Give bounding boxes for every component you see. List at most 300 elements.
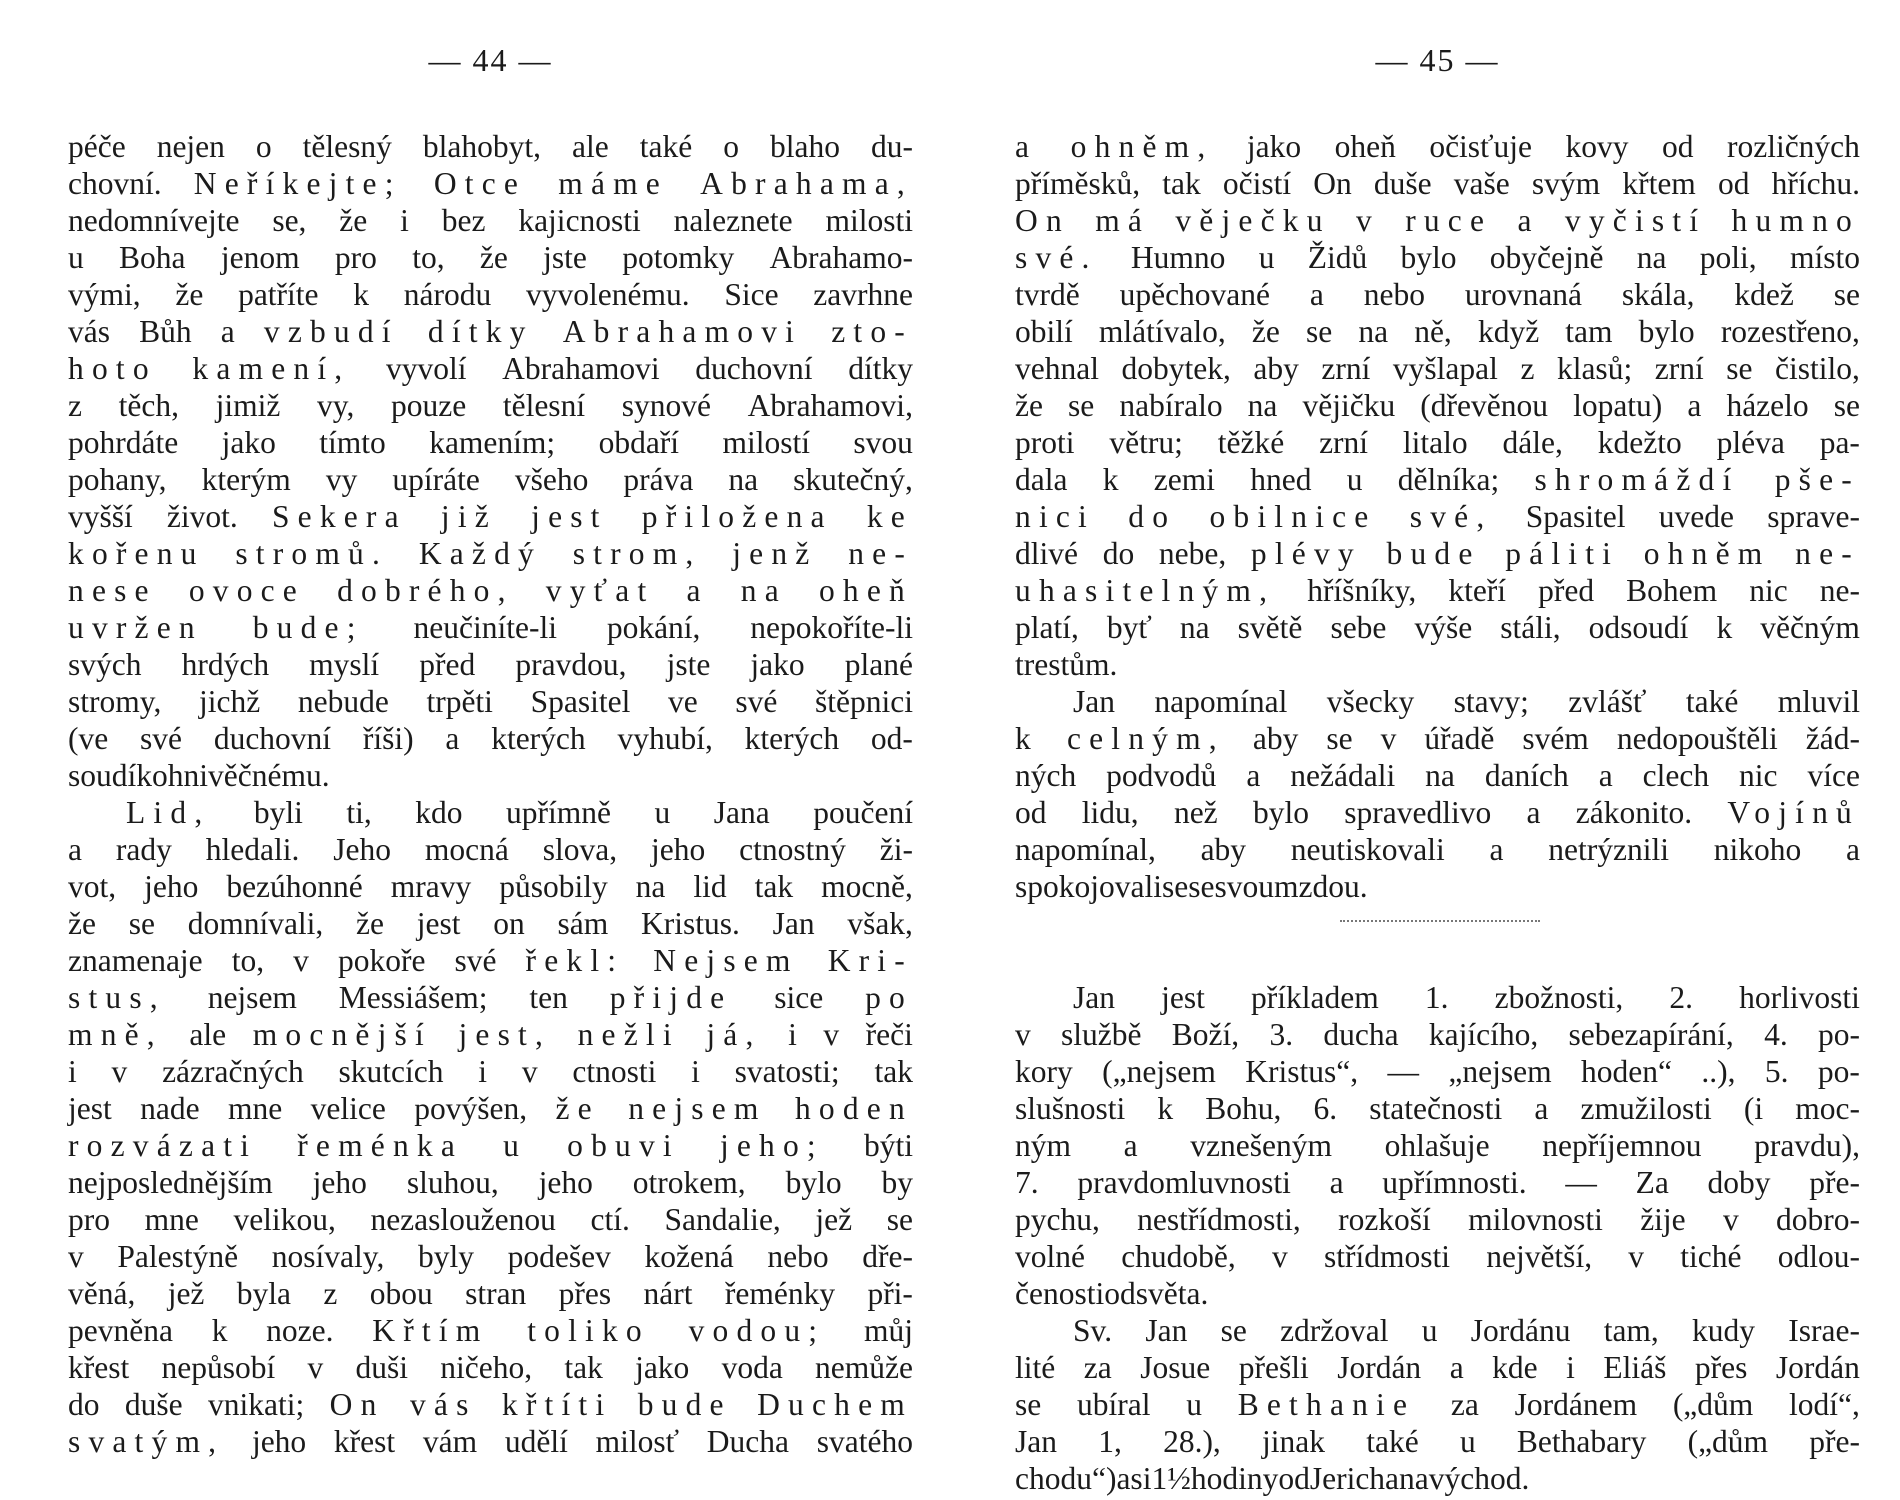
word: nepokoříte-li: [750, 610, 913, 645]
word: k: [1015, 721, 1039, 756]
word: za: [1450, 1387, 1479, 1422]
word: v: [1380, 721, 1397, 756]
word: lité: [1015, 1350, 1056, 1385]
word: pohany,: [68, 462, 167, 497]
word: na: [1247, 388, 1278, 423]
word: 1.: [1424, 980, 1449, 1015]
word: lid: [693, 869, 727, 904]
word: když: [1477, 314, 1540, 349]
word: na: [1425, 758, 1455, 793]
word: Israe-: [1788, 1313, 1860, 1348]
word: Neříkejte;: [193, 166, 402, 201]
word: že: [68, 906, 96, 941]
word: v: [1355, 203, 1380, 238]
word: nejposlednějším: [68, 1165, 273, 1200]
text-line: [68, 1164, 913, 1201]
word: vyvolí: [386, 351, 467, 386]
word: na: [1179, 610, 1210, 645]
word: očisťuje: [1429, 129, 1533, 164]
word: ně,: [1414, 314, 1452, 349]
text-line: [1015, 128, 1860, 165]
word: nežádali: [1290, 758, 1396, 793]
word: ohni: [152, 758, 209, 793]
word: z: [68, 388, 82, 423]
word: Jana: [713, 795, 770, 830]
text-line: [1015, 1238, 1860, 1275]
word: nejsem: [628, 1091, 767, 1126]
word: od-: [870, 721, 913, 756]
word: zmužilosti: [1580, 1091, 1712, 1126]
word: dítky: [427, 314, 534, 349]
word: milostí: [722, 425, 810, 460]
word: Boží,: [1171, 1017, 1240, 1052]
word: řeči: [865, 1017, 913, 1052]
text-line: [1015, 1127, 1860, 1164]
word: pouze: [390, 388, 467, 423]
word: stran: [465, 1276, 527, 1311]
text-line: [68, 831, 913, 868]
word: urovnaná: [1464, 277, 1583, 312]
word: tiché: [1680, 1239, 1742, 1274]
word: v: [1272, 1239, 1288, 1274]
word: v: [1015, 1017, 1031, 1052]
word: tam,: [1603, 1313, 1659, 1348]
word: přešli: [1238, 1350, 1309, 1385]
text-line: [68, 905, 913, 942]
word: on: [493, 906, 525, 941]
word: větru;: [1109, 425, 1183, 460]
word: svatým,: [68, 1424, 225, 1459]
word: do: [68, 1387, 100, 1422]
word: hned: [1250, 462, 1312, 497]
word: vás: [409, 1387, 477, 1422]
word: a: [1246, 758, 1261, 793]
word: řeménka: [297, 1128, 463, 1163]
word: kovy: [1565, 129, 1629, 164]
word: hoden: [794, 1091, 913, 1126]
word: du-: [870, 129, 913, 164]
word: Spasitel: [1525, 499, 1626, 534]
word: kajicnosti: [518, 203, 641, 238]
word: jako: [1246, 129, 1302, 164]
word: máme: [558, 166, 668, 201]
word: mocně,: [821, 869, 913, 904]
word: kdež: [1734, 277, 1794, 312]
word: nedomnívejte: [68, 203, 240, 238]
word: 2.: [1669, 980, 1694, 1015]
word: vějičku: [1302, 388, 1396, 423]
word: bylo: [1638, 314, 1695, 349]
word: a: [1329, 1165, 1344, 1200]
word: duchovní: [695, 351, 813, 386]
word: že: [1251, 314, 1280, 349]
word: milovnosti: [1468, 1202, 1603, 1237]
word: spravedlivo: [1344, 795, 1492, 830]
word: jeho: [538, 1165, 593, 1200]
text-line: [68, 1312, 913, 1349]
word: a: [445, 721, 460, 756]
word: jest: [531, 499, 608, 534]
word: nabíralo: [1119, 388, 1223, 423]
word: bezúhonné: [226, 869, 363, 904]
word: celným,: [1066, 721, 1225, 756]
word: zvlášť: [1568, 684, 1647, 719]
word: povýšen,: [414, 1091, 528, 1126]
word: ným: [1015, 1128, 1072, 1163]
word: jest: [1161, 980, 1205, 1015]
word: lodí“,: [1789, 1387, 1860, 1422]
word: aby: [1252, 721, 1299, 756]
word: platí,: [1015, 610, 1079, 645]
word: žije: [1640, 1202, 1686, 1237]
word: o: [255, 129, 272, 164]
word: Jordánem: [1514, 1387, 1638, 1422]
word: dlivé: [1015, 536, 1078, 571]
word: očistí: [1222, 166, 1292, 201]
word: vám: [422, 1424, 478, 1459]
word: pokoře: [337, 943, 426, 978]
page-text: [1015, 128, 1860, 1497]
word: můj: [863, 1313, 913, 1348]
text-line: [68, 646, 913, 683]
word: a: [1517, 203, 1540, 238]
word: a: [68, 832, 82, 867]
word: čenosti: [1015, 1276, 1105, 1311]
word: ohlašuje: [1384, 1128, 1490, 1163]
word: svých: [68, 647, 142, 682]
word: jeho: [144, 869, 199, 904]
word: mzdou.: [1274, 869, 1368, 904]
word: se: [1326, 721, 1353, 756]
word: vyšší: [68, 499, 133, 534]
text-line: [1015, 202, 1860, 239]
word: čistilo,: [1775, 351, 1860, 386]
word: chovní.: [68, 166, 162, 201]
word: milosti: [825, 203, 913, 238]
word: místo: [1789, 240, 1860, 275]
word: vaše: [1453, 166, 1510, 201]
word: uvržen: [68, 610, 203, 645]
word: a: [1489, 832, 1504, 867]
word: ohněm,: [1070, 129, 1214, 164]
word: kdežto: [1597, 425, 1682, 460]
word: všecky: [1326, 684, 1415, 719]
text-line: [68, 313, 913, 350]
word: také: [1685, 684, 1739, 719]
word: ných: [1015, 758, 1077, 793]
word: nezaslouženou: [370, 1202, 556, 1237]
word: Křtím: [372, 1313, 489, 1348]
word: rozvázati: [68, 1128, 258, 1163]
word: skutcích: [338, 1054, 444, 1089]
word: ži-: [879, 832, 913, 867]
word: nebo: [767, 1239, 829, 1274]
word: spokojovali: [1015, 869, 1162, 904]
word: asi: [1116, 1461, 1152, 1496]
word: statečnosti: [1369, 1091, 1503, 1126]
word: aby: [1253, 351, 1299, 386]
word: —: [1565, 1165, 1597, 1200]
word: to,: [231, 943, 265, 978]
word: („dům: [1687, 1424, 1769, 1459]
word: sprave-: [1767, 499, 1860, 534]
word: pa-: [1819, 425, 1860, 460]
word: hrdých: [181, 647, 270, 682]
word: své,: [1409, 499, 1493, 534]
word: 1½: [1151, 1461, 1191, 1496]
word: Jeho: [333, 832, 391, 867]
text-line: [68, 979, 913, 1016]
word: Ducha: [706, 1424, 790, 1459]
word: synové: [621, 388, 711, 423]
word: upřímnosti.: [1382, 1165, 1527, 1200]
word: neutiskovali: [1290, 832, 1445, 867]
word: ducha: [1323, 1017, 1399, 1052]
word: ti,: [346, 795, 372, 830]
word: svou: [1214, 869, 1275, 904]
word: od: [1015, 795, 1047, 830]
word: svým: [1531, 166, 1601, 201]
word: na: [635, 869, 666, 904]
word: sice: [774, 980, 824, 1015]
word: nebo: [1363, 277, 1425, 312]
word: zbožnosti,: [1494, 980, 1624, 1015]
word: národu: [403, 277, 492, 312]
word: svatého: [816, 1424, 913, 1459]
word: Abrahamovi: [562, 314, 803, 349]
word: dítky: [848, 351, 913, 386]
word: se: [128, 906, 155, 941]
word: a: [1526, 795, 1541, 830]
word: že: [1015, 388, 1043, 423]
word: v: [521, 1054, 538, 1089]
text-line: [1015, 461, 1860, 498]
word: u: [654, 795, 671, 830]
word: na: [1636, 240, 1667, 275]
word: Lid,: [126, 795, 211, 830]
word: ve: [667, 684, 698, 719]
word: pravdomluvnosti: [1077, 1165, 1291, 1200]
word: jichž: [198, 684, 261, 719]
word: hledali.: [205, 832, 300, 867]
word: býti: [863, 1128, 913, 1163]
text-line: [1015, 498, 1860, 535]
word: své: [454, 943, 497, 978]
text-line: [68, 868, 913, 905]
word: nedopouštěli: [1616, 721, 1778, 756]
word: nikoho: [1713, 832, 1802, 867]
word: ruce: [1405, 203, 1493, 238]
word: u: [1459, 1424, 1476, 1459]
word: k: [1157, 1091, 1174, 1126]
word: naleznete: [673, 203, 793, 238]
word: před: [1538, 573, 1595, 608]
word: chodu“): [1015, 1461, 1117, 1496]
word: i: [478, 1054, 488, 1089]
word: „nejsem: [1448, 1054, 1552, 1089]
word: střídmosti: [1323, 1239, 1450, 1274]
word: byla: [236, 1276, 292, 1311]
text-line: [68, 350, 913, 387]
text-line: [68, 1053, 913, 1090]
word: těch,: [118, 388, 179, 423]
word: bylo: [785, 1165, 842, 1200]
word: největší,: [1486, 1239, 1593, 1274]
word: jest,: [458, 1017, 552, 1052]
word: pokání,: [606, 610, 701, 645]
word: Messiášem;: [338, 980, 488, 1015]
word: k: [211, 1313, 228, 1348]
word: říši): [362, 721, 414, 756]
word: jež: [815, 1202, 853, 1237]
word: světa.: [1135, 1276, 1209, 1311]
word: v: [307, 1350, 324, 1385]
word: kudy: [1692, 1313, 1756, 1348]
word: 5.: [1764, 1054, 1789, 1089]
word: duše: [1373, 166, 1432, 201]
word: rozličných: [1726, 129, 1860, 164]
word: ne-: [848, 536, 913, 571]
word: přiložena: [641, 499, 833, 534]
text-line: [1015, 646, 1860, 683]
word: jste: [543, 240, 587, 275]
word: pře-: [1809, 1424, 1860, 1459]
word: netrýznili: [1548, 832, 1669, 867]
word: Bethanie: [1237, 1387, 1416, 1422]
word: ..),: [1701, 1054, 1736, 1089]
word: obilí: [1015, 314, 1073, 349]
word: ne-: [1795, 536, 1860, 571]
word: zdržoval: [1280, 1313, 1389, 1348]
text-line: [68, 1275, 913, 1312]
word: že: [479, 240, 508, 275]
word: Abrahamovi: [502, 351, 660, 386]
word: a: [1449, 1350, 1464, 1385]
word: Sice: [724, 277, 779, 312]
word: těžké: [1217, 425, 1285, 460]
word: a: [1015, 129, 1038, 164]
text-line: [68, 461, 913, 498]
word: noze.: [266, 1313, 334, 1348]
text-line: [68, 609, 913, 646]
word: pevněna: [68, 1313, 173, 1348]
word: však,: [847, 906, 913, 941]
word: jest: [416, 906, 461, 941]
word: rozkoší: [1338, 1202, 1431, 1237]
word: skála,: [1621, 277, 1695, 312]
word: trestům.: [1015, 647, 1118, 682]
word: ubíral: [1076, 1387, 1151, 1422]
word: nese: [68, 573, 157, 608]
word: k: [1716, 610, 1733, 645]
word: Humno: [1130, 240, 1226, 275]
word: k: [1102, 462, 1119, 497]
text-line: [68, 202, 913, 239]
text-line: [68, 239, 913, 276]
word: Bůh: [139, 314, 192, 349]
word: tělesný: [302, 129, 392, 164]
word: u: [1186, 1387, 1202, 1422]
word: uvede: [1658, 499, 1734, 534]
text-line: [68, 1349, 913, 1386]
text-line: [68, 1386, 913, 1423]
word: a: [1309, 277, 1324, 312]
word: jste: [666, 647, 711, 682]
word: od: [1278, 1461, 1310, 1496]
word: plané: [844, 647, 913, 682]
word: vyvolenému.: [525, 277, 690, 312]
word: proti: [1015, 425, 1075, 460]
word: své: [735, 684, 778, 719]
word: (i: [1743, 1091, 1764, 1126]
word: ke: [866, 499, 913, 534]
word: hodiny: [1190, 1461, 1279, 1496]
word: nosívaly,: [271, 1239, 385, 1274]
word: Jordán: [1775, 1350, 1860, 1385]
word: jako: [221, 425, 276, 460]
word: pychu,: [1015, 1202, 1100, 1237]
word: u: [1258, 240, 1275, 275]
text-line: [1015, 942, 1860, 979]
word: zrní: [1654, 351, 1704, 386]
word: v: [823, 1017, 840, 1052]
word: obilnice: [1209, 499, 1377, 534]
word: bylo: [1252, 795, 1309, 830]
text-line: [68, 1090, 913, 1127]
word: i: [1566, 1350, 1575, 1385]
text-line: [68, 387, 913, 424]
word: nepříjemnou: [1542, 1128, 1702, 1163]
word: pohrdáte: [68, 425, 179, 460]
word: bez: [441, 203, 486, 238]
text-line: [68, 720, 913, 757]
word: se: [1015, 1387, 1042, 1422]
word: nemůže: [815, 1350, 913, 1385]
word: duchovní: [213, 721, 332, 756]
text-line: [68, 535, 913, 572]
word: pro: [68, 1202, 110, 1237]
word: vy: [325, 462, 358, 497]
word: Eliáš: [1603, 1350, 1667, 1385]
word: Vojínů: [1727, 795, 1860, 830]
word: se: [1833, 388, 1860, 423]
word: Abrahamovi,: [747, 388, 913, 423]
word: 28.),: [1163, 1424, 1221, 1459]
text-line: [68, 794, 913, 831]
word: křtíti: [501, 1387, 613, 1422]
word: a: [1123, 1128, 1138, 1163]
word: pravdou,: [515, 647, 627, 682]
word: Sandalie,: [664, 1202, 781, 1237]
text-line: [1015, 1053, 1860, 1090]
word: věná,: [68, 1276, 136, 1311]
text-line: [1015, 350, 1860, 387]
text-line: [1015, 794, 1860, 831]
word: klasů;: [1556, 351, 1633, 386]
word: kory: [1015, 1054, 1073, 1089]
word: u: [503, 1128, 528, 1163]
word: napomínal,: [1015, 832, 1156, 867]
word: svatosti;: [734, 1054, 840, 1089]
word: se: [1726, 351, 1753, 386]
word: strom,: [572, 536, 702, 571]
word: věčným: [1760, 610, 1860, 645]
text-line: [1015, 1349, 1860, 1386]
word: obdaří: [598, 425, 680, 460]
text-line: [68, 498, 913, 535]
word: Bohu,: [1205, 1091, 1282, 1126]
word: se: [1068, 388, 1095, 423]
